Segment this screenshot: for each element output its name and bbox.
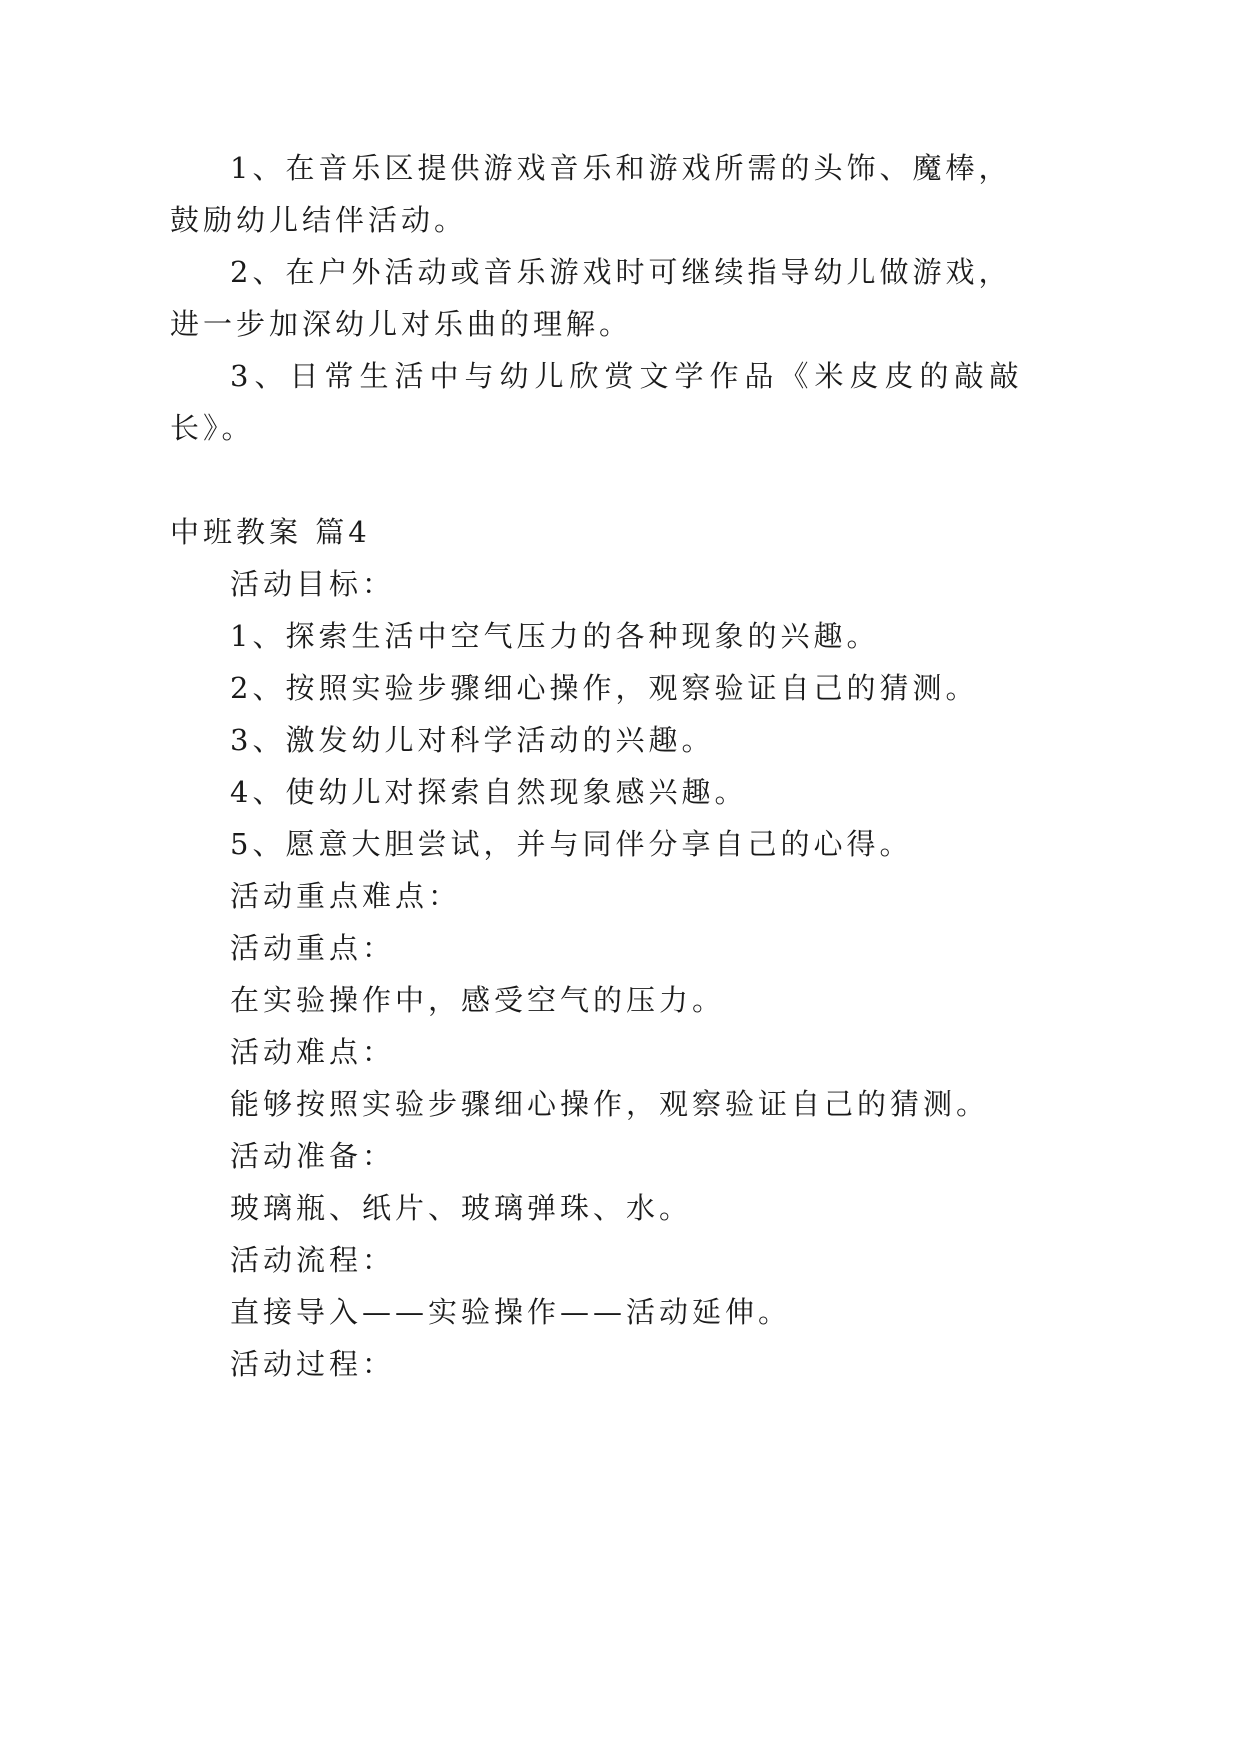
extension-item-1-line-1: 1、在音乐区提供游戏音乐和游戏所需的头饰、魔棒，: [230, 151, 1012, 185]
goal-item: 5、愿意大胆尝试，并与同伴分享自己的心得。: [230, 827, 913, 861]
goal-item: 4、使幼儿对探索自然现象感兴趣。: [230, 775, 748, 809]
process-heading: 活动过程：: [230, 1347, 396, 1381]
extension-item-1-line-2: 鼓励幼儿结伴活动。: [170, 203, 468, 237]
key-heading: 活动重点：: [230, 931, 396, 965]
difficult-heading: 活动难点：: [230, 1035, 396, 1069]
key-text: 在实验操作中，感受空气的压力。: [230, 983, 726, 1017]
section-title: 中班教案 篇4: [170, 515, 371, 549]
extension-item-2-line-1: 2、在户外活动或音乐游戏时可继续指导幼儿做游戏，: [230, 255, 1012, 289]
prep-heading: 活动准备：: [230, 1139, 396, 1173]
extension-item-3-line-2: 长》。: [170, 411, 255, 445]
extension-item-3-line-1: 3、日常生活中与幼儿欣赏文学作品《米皮皮的敲敲: [230, 359, 1025, 393]
difficult-text: 能够按照实验步骤细心操作，观察验证自己的猜测。: [230, 1087, 990, 1121]
key-difficult-heading: 活动重点难点：: [230, 879, 462, 913]
extension-item-2-line-2: 进一步加深幼儿对乐曲的理解。: [170, 307, 633, 341]
prep-text: 玻璃瓶、纸片、玻璃弹珠、水。: [230, 1191, 693, 1225]
flow-heading: 活动流程：: [230, 1243, 396, 1277]
goal-item: 3、激发幼儿对科学活动的兴趣。: [230, 723, 715, 757]
goals-heading: 活动目标：: [230, 567, 396, 601]
goal-item: 2、按照实验步骤细心操作，观察验证自己的猜测。: [230, 671, 979, 705]
goal-item: 1、探索生活中空气压力的各种现象的兴趣。: [230, 619, 880, 653]
flow-text: 直接导入——实验操作——活动延伸。: [230, 1295, 792, 1329]
